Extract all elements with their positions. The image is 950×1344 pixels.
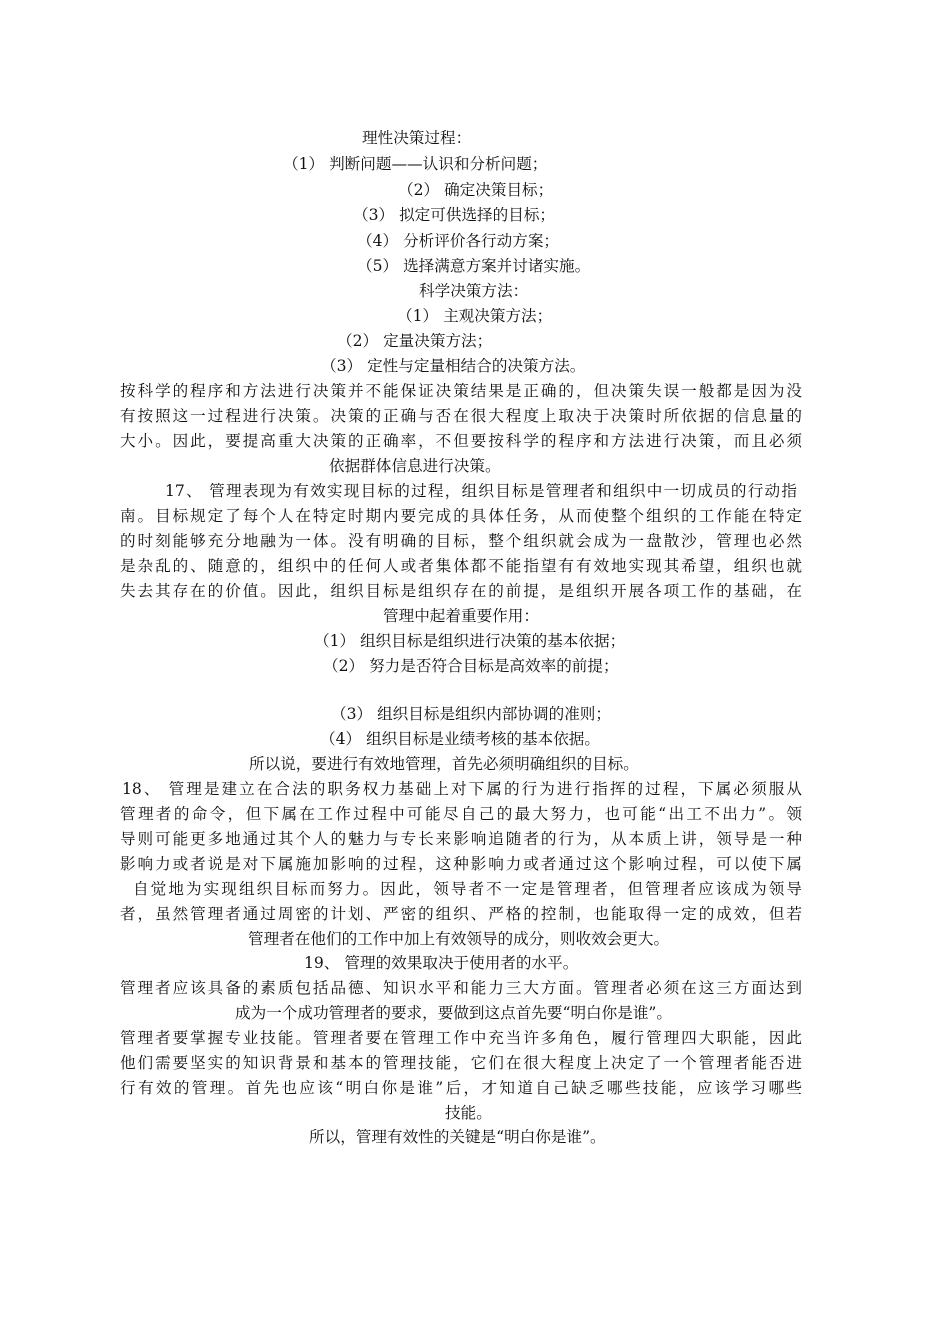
- paragraph-line: 管理者要掌握专业技能。管理者要在管理工作中充当许多角色，履行管理四大职能，因此: [120, 1029, 802, 1047]
- list-item: （1） 组织目标是组织进行决策的基本依据；: [314, 632, 626, 650]
- list-item: （5） 选择满意方案并讨诸实施。: [357, 257, 591, 275]
- list-item: （4） 组织目标是业绩考核的基本依据。: [320, 730, 600, 748]
- list-item: （1） 判断问题——认识和分析问题；: [283, 155, 548, 173]
- paragraph-line: 所以说，要进行有效地管理，首先必须明确组织的目标。: [249, 755, 639, 773]
- paragraph-line: 按科学的程序和方法进行决策并不能保证决策结果是正确的，但决策失误一般都是因为没: [120, 382, 802, 400]
- heading-scientific-methods: 科学决策方法：: [419, 282, 529, 300]
- paragraph-line: 技能。: [445, 1104, 492, 1122]
- list-item: （2） 努力是否符合目标是高效率的前提；: [323, 657, 619, 675]
- paragraph-line: 行有效的管理。首先也应该“明白你是谁”后，才知道自己缺乏哪些技能，应该学习哪些: [120, 1079, 802, 1097]
- list-item: （2） 定量决策方法；: [337, 332, 493, 350]
- paragraph-line: 影响力或者说是对下属施加影响的过程，这种影响力或者通过这个影响过程，可以使下属: [120, 855, 802, 873]
- paragraph-line: 管理中起着重要作用：: [383, 607, 539, 625]
- paragraph-line: 者，虽然管理者通过周密的计划、严密的组织、严格的控制，也能取得一定的成效，但若: [120, 905, 802, 923]
- paragraph-line: 所以，管理有效性的关键是“明白你是谁”。: [309, 1128, 606, 1146]
- list-item: （3） 组织目标是组织内部协调的准则；: [331, 705, 611, 723]
- list-item: （4） 分析评价各行动方案；: [357, 232, 560, 250]
- paragraph-line: 依据群体信息进行决策。: [329, 457, 501, 475]
- paragraph-line: 是杂乱的、随意的，组织中的任何人或者集体都不能指望有有效地实现其希望，组织也就: [120, 557, 802, 575]
- paragraph-line: 的时刻能够充分地融为一体。没有明确的目标，整个组织就会成为一盘散沙，管理也必然: [120, 532, 802, 550]
- paragraph-line: 导则可能更多地通过其个人的魅力与专长来影响追随者的行为，从本质上讲，领导是一种: [120, 830, 802, 848]
- list-item: （2） 确定决策目标；: [398, 181, 554, 199]
- list-item: （1） 主观决策方法；: [397, 307, 553, 325]
- list-item: （3） 定性与定量相结合的决策方法。: [321, 357, 586, 375]
- paragraph-line: 有按照这一过程进行决策。决策的正确与否在很大程度上取决于决策时所依据的信息量的: [120, 407, 802, 425]
- section-17-line: 17、 管理表现为有效实现目标的过程，组织目标是管理者和组织中一切成员的行动指: [165, 482, 797, 500]
- paragraph-line: 管理者应该具备的素质包括品德、知识水平和能力三大方面。管理者必须在这三方面达到: [120, 979, 802, 997]
- paragraph-line: 管理者在他们的工作中加上有效领导的成分，则收效会更大。: [248, 930, 670, 948]
- list-item: （3） 拟定可供选择的目标；: [353, 206, 556, 224]
- paragraph-line: 成为一个成功管理者的要求，要做到这点首先要“明白你是谁”。: [235, 1004, 672, 1022]
- heading-rational-process: 理性决策过程：: [362, 129, 472, 147]
- paragraph-line: 自觉地为实现组织目标而努力。因此，领导者不一定是管理者，但管理者应该成为领导: [133, 880, 802, 898]
- paragraph-line: 他们需要坚实的知识背景和基本的管理技能，它们在很大程度上决定了一个管理者能否进: [120, 1054, 802, 1072]
- section-19-line: 19、 管理的效果取决于使用者的水平。: [304, 954, 579, 972]
- paragraph-line: 管理者的命令，但下属在工作过程中可能尽自己的最大努力，也可能“出工不出力”。领: [120, 805, 802, 823]
- section-18-line: 18、 管理是建立在合法的职务权力基础上对下属的行为进行指挥的过程，下属必须服从: [122, 780, 802, 798]
- paragraph-line: 南。目标规定了每个人在特定时期内要完成的具体任务，从而使整个组织的工作能在特定: [120, 507, 802, 525]
- paragraph-line: 失去其存在的价值。因此，组织目标是组织存在的前提，是组织开展各项工作的基础，在: [120, 582, 802, 600]
- paragraph-line: 大小。因此，要提高重大决策的正确率，不但要按科学的程序和方法进行决策，而且必须: [120, 432, 802, 450]
